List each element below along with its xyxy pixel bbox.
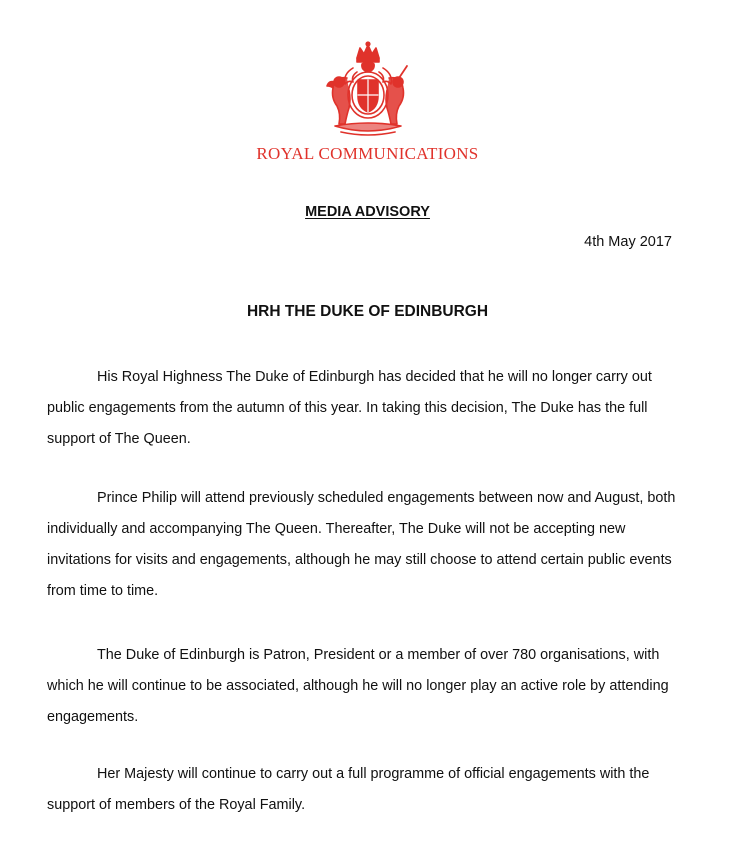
paragraph-4: Her Majesty will continue to carry out a full programme of official engagements with the support of members of the Royal Family. <box>47 766 650 813</box>
release-date: 4th May 2017 <box>584 234 672 250</box>
paragraph-1: His Royal Highness The Duke of Edinburgh has decided that he will no longer carry out public engagements from the autumn of this year. In taking this decision, The Duke has the full support of The Queen. <box>47 369 652 447</box>
advisory-label: MEDIA ADVISORY <box>305 204 430 220</box>
paragraph-2: Prince Philip will attend previously scheduled engagements between now and August, both individually and accompanying The Queen. Thereafter, The Duke will not be accepting new invitations for visits and engagements, although he may still choose to attend certain public events from time to time. <box>47 490 676 599</box>
paragraph-3: The Duke of Edinburgh is Patron, President or a member of over 780 organisations, with which he will continue to be associated, although he will no longer play an active role by attending engagements. <box>47 647 669 725</box>
organization-name: ROYAL COMMUNICATIONS <box>256 144 479 163</box>
headline: HRH THE DUKE OF EDINBURGH <box>246 303 489 320</box>
royal-coat-of-arms-icon <box>313 40 423 140</box>
